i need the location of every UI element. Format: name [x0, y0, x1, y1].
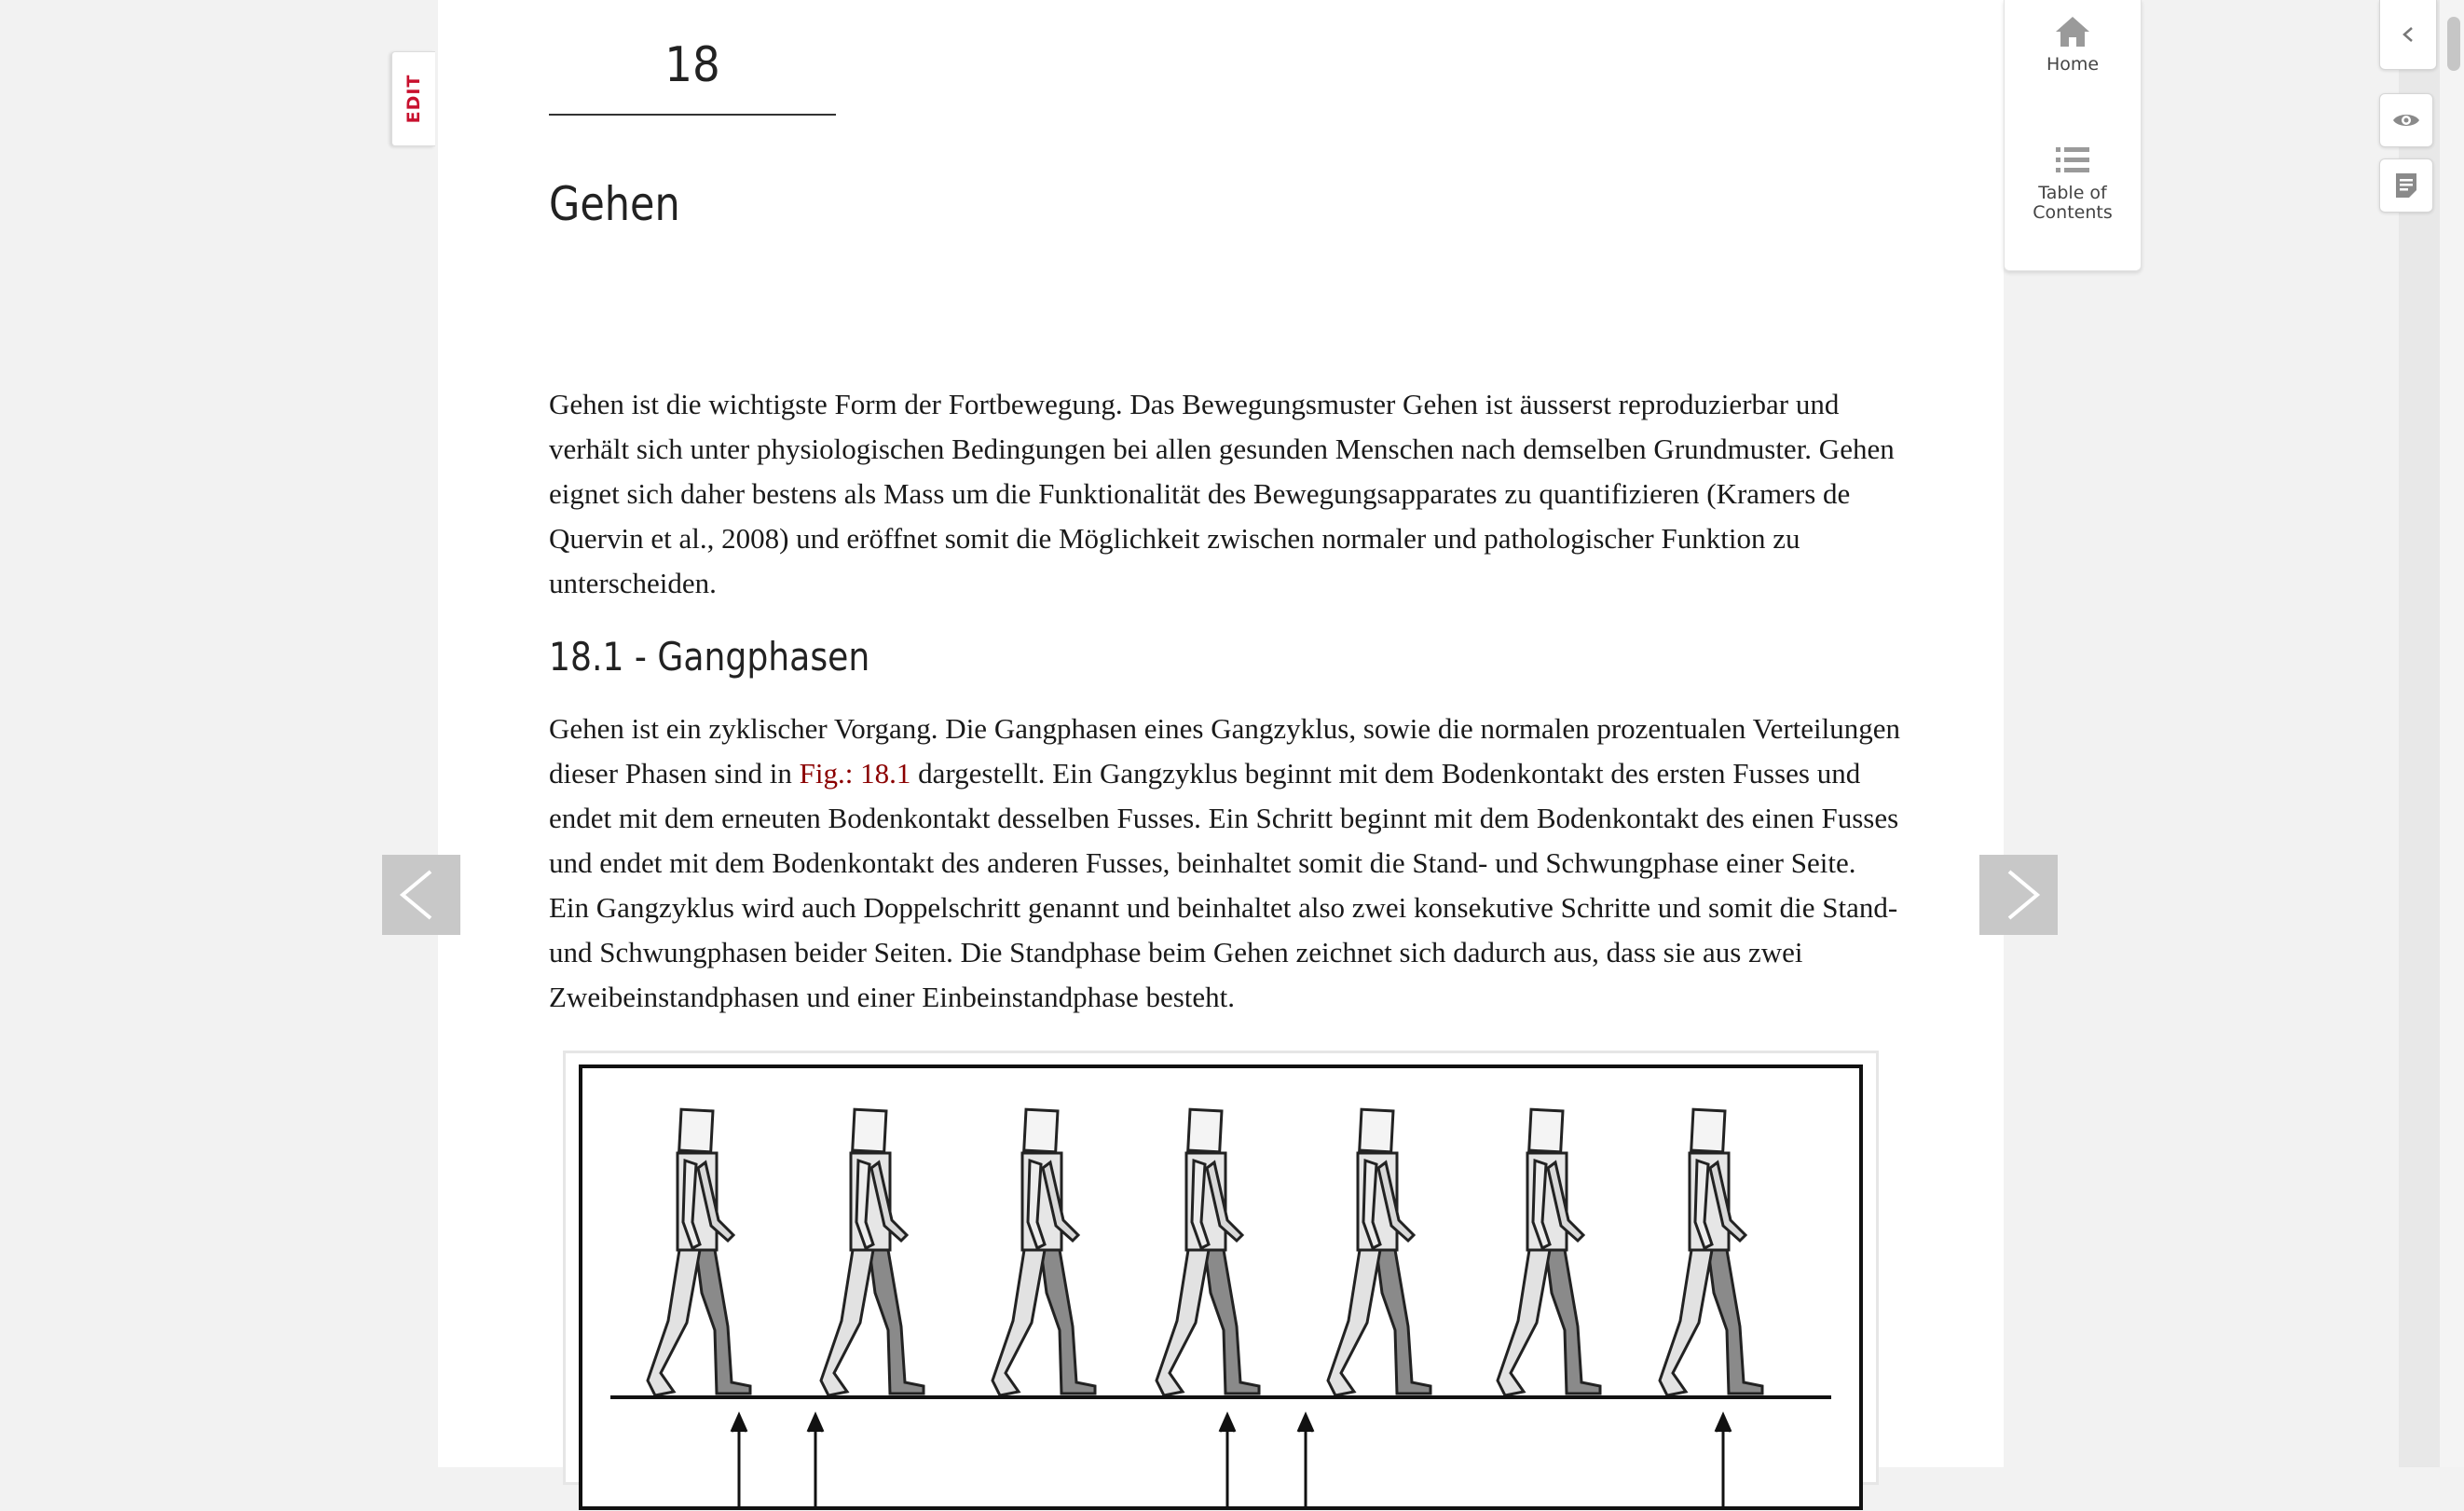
home-icon [2054, 13, 2091, 50]
home-nav-item[interactable] [2005, 13, 2141, 75]
intro-paragraph [549, 382, 1900, 606]
intro-paragraph-text: Gehen ist die wichtigste Form der Fortbewegung. Das Bewegungsmuster Gehen ist äusserst reproduzierbar und verhält sich unter physiologischen Bedingungen bei allen gesunden Menschen nach demselben Grundmuster. Gehen eignet sich daher bestens als Mass um die Funktionalität des Bewegungsapparates zu quantifizieren (Kramers de Quervin et al., 2008) und eröffnet somit die Möglichkeit zwischen normaler und pathologischer Funktion zu unterscheiden. [549, 388, 1895, 599]
home-label: Home [2046, 54, 2100, 75]
chapter-number: 18 [664, 37, 720, 93]
previous-page-button[interactable] [382, 855, 460, 935]
list-icon [2054, 142, 2091, 179]
contact-arrows [732, 1415, 1731, 1506]
walker-figure-7 [1660, 1109, 1762, 1395]
toc-label-line-2: Contents [2033, 202, 2113, 223]
walker-figure-4 [1157, 1109, 1259, 1395]
figure-container [563, 1051, 1879, 1485]
side-navigation-panel [2004, 0, 2142, 271]
walker-figure-1 [648, 1109, 750, 1395]
scrollbar-thumb[interactable] [2447, 17, 2460, 71]
edit-tab-label: EDIT [404, 74, 424, 124]
chapter-title: Gehen [549, 177, 680, 231]
chapter-divider [549, 114, 836, 116]
toc-label-line-1: Table of [2038, 183, 2107, 203]
walker-figure-2 [821, 1109, 924, 1395]
walker-figure-5 [1328, 1109, 1430, 1395]
edit-tab[interactable] [391, 51, 435, 146]
scrollbar-track[interactable] [2399, 0, 2440, 1467]
table-of-contents-nav-item[interactable] [2005, 142, 2141, 223]
figure-reference-link[interactable]: Fig.: 18.1 [799, 757, 911, 790]
view-toggle-button[interactable] [2379, 93, 2433, 147]
next-page-button[interactable] [1979, 855, 2058, 935]
section-paragraph [549, 707, 1900, 1020]
note-icon [2394, 172, 2418, 199]
walker-figure-6 [1498, 1109, 1600, 1395]
chevron-right-icon [1979, 855, 2058, 935]
gait-cycle-figure [579, 1065, 1863, 1510]
section-paragraph-text-2: dargestellt. Ein Gangzyklus beginnt mit dem Bodenkontakt des ersten Fusses und endet mit dem erneuten Bodenkontakt desselben Fusses. Ein Schritt beginnt mit dem Bodenkontakt des einen Fusses und endet mit dem Bodenkontakt des anderen Fusses, beinhaltet somit die Stand- und Schwungphase einer Seite. Ein Gangzyklus wird auch Doppelschritt genannt und beinhaltet also zwei konsekutive Schritte und somit die Stand- und Schwungphasen beider Seiten. Die Standphase beim Gehen zeichnet sich dadurch aus, dass sie aus zwei Zweibeinstandphasen und einer Einbeinstandphase besteht. [549, 757, 1899, 1013]
chevron-left-icon [2380, 0, 2436, 69]
section-paragraph-text-1: Gehen ist ein zyklischer Vorgang. Die Gangphasen eines Gangzyklus, sowie die normalen prozentualen Verteilungen dieser Phasen sind in [549, 712, 1901, 790]
chevron-left-icon [382, 855, 460, 935]
collapse-panel-button[interactable] [2379, 0, 2437, 70]
section-title: 18.1 - Gangphasen [549, 634, 870, 680]
walker-figure-3 [992, 1109, 1095, 1395]
notes-button[interactable] [2379, 158, 2433, 213]
gait-walkers-illustration [582, 1068, 1859, 1506]
eye-icon [2392, 111, 2420, 130]
